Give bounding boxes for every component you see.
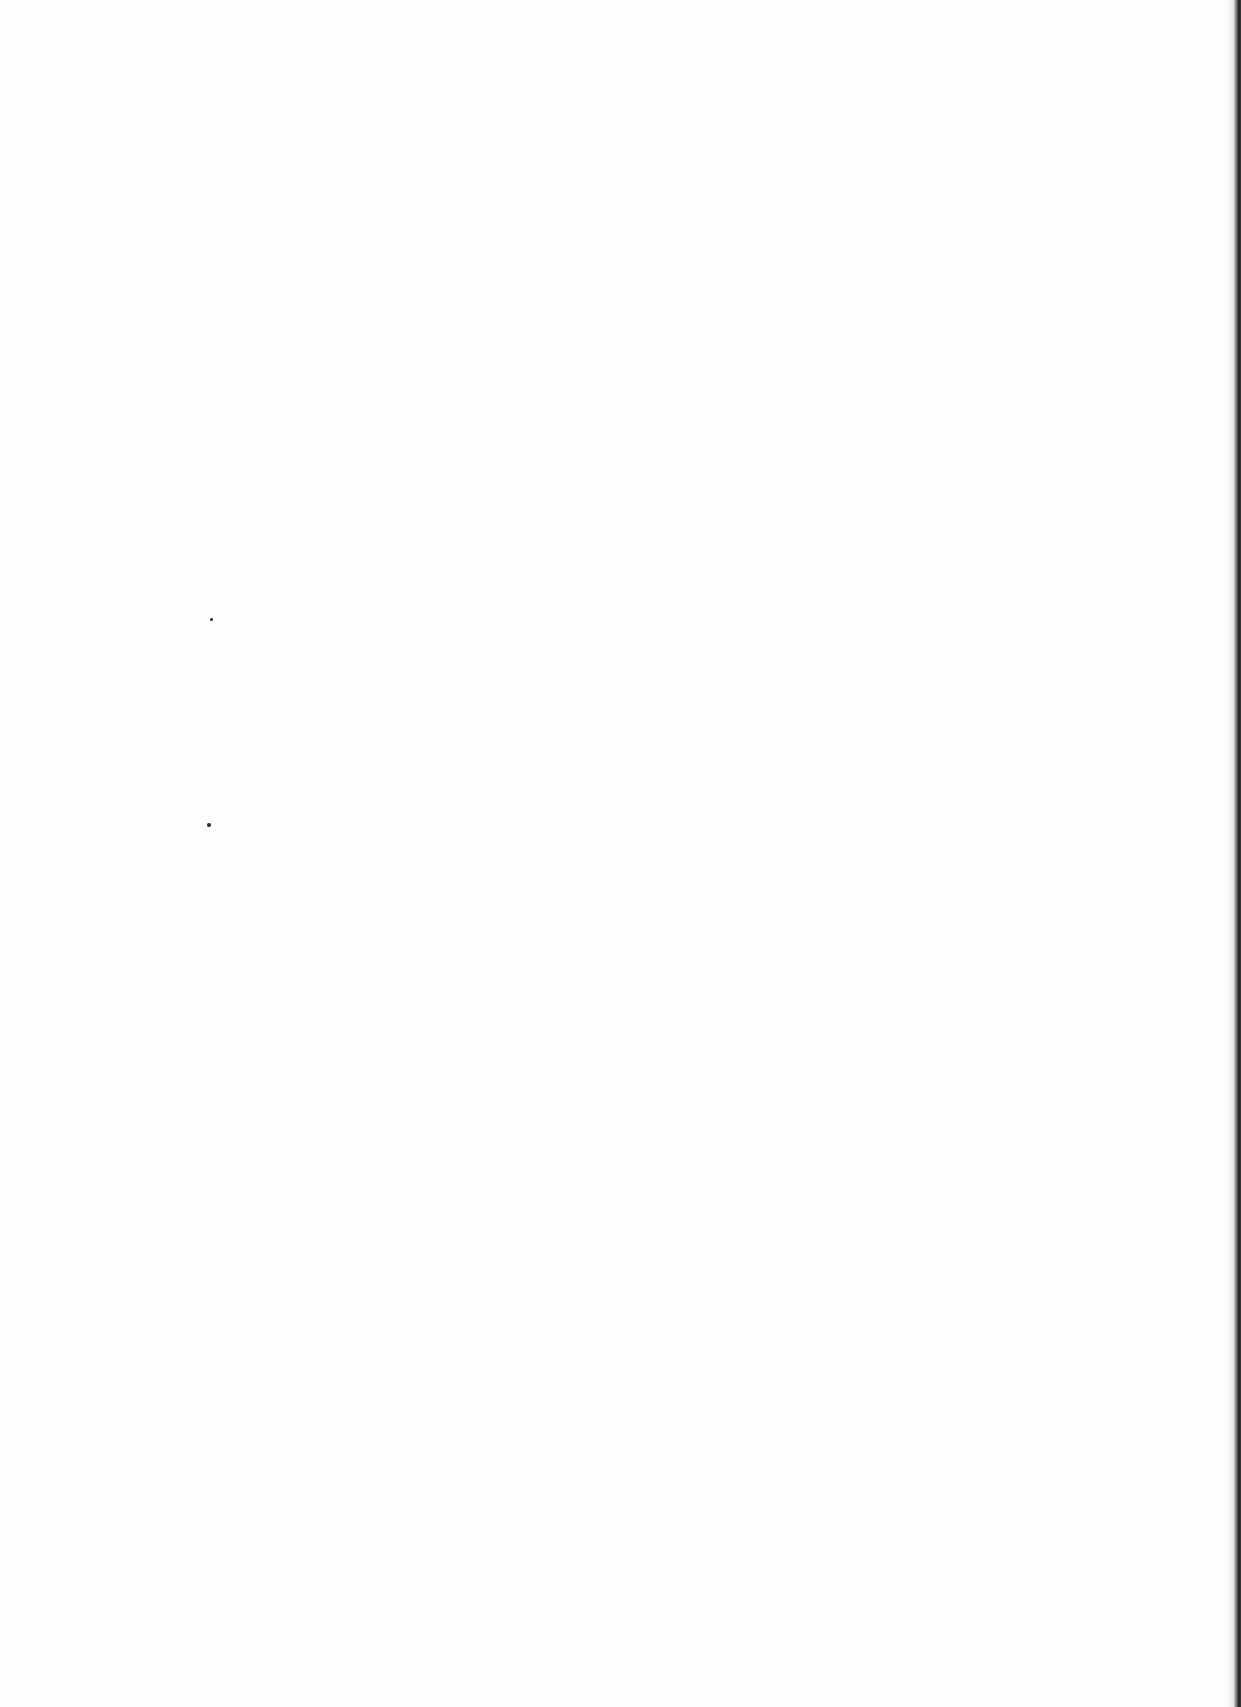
document-body [170, 110, 1135, 154]
scan-speck [207, 823, 211, 827]
scan-speck [210, 618, 213, 621]
scan-edge-shadow [1227, 0, 1241, 1707]
